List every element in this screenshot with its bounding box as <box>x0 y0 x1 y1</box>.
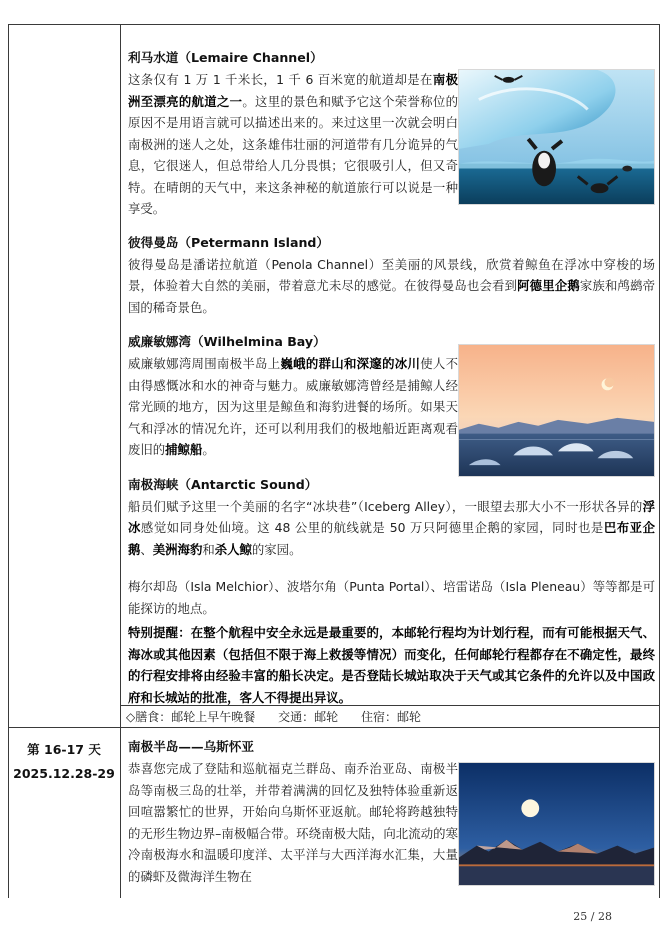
day-date: 2025.12.28-29 <box>13 766 115 781</box>
section-text-antarctic-sound: 船员们赋予这里一个美丽的名字“冰块巷”（Iceberg Alley），一眼望去那大小不一形状各异的浮冰感觉如同身处仙境。这 48 公里的航线就是 50 万只阿德里企鹅的家园，同时也是巴布亚企鹅、美洲海豹和杀人鲸的家园。 <box>128 498 655 557</box>
meals-info: ◇膳食：邮轮上早午晚餐 交通：邮轮 住宿：邮轮 <box>126 710 422 724</box>
table-border-right <box>659 24 660 898</box>
moon-mountains-dusk-photo <box>458 762 655 886</box>
page-number: 25 / 28 <box>573 910 612 923</box>
sunset-ice-bay-photo <box>458 344 655 477</box>
special-notice: 特别提醒：在整个航程中安全永远是最重要的，本邮轮行程均为计划行程，而有可能根据天气、海冰或其他因素（包括但不限于海上救援等情况）而变化，任何邮轮行程都存在不确定性，最终的行程安排将由经验丰富的船长决定。是否登陆长城站取决于天气或其它条件的允许以及中国政府和长城站的批准，客人不得提出异议。 <box>128 625 655 705</box>
table-border-top <box>8 24 660 25</box>
islands-text: 梅尔却岛（Isla Melchior）、波塔尔角（Punta Portal）、培雷诺岛（Isla Pleneau）等等都是可能探访的地点。 <box>128 579 655 616</box>
route-text: 恭喜您完成了登陆和巡航福克兰群岛、南乔治亚岛、南极半岛等南极三岛的壮举，并带着满满的回忆及独特体验重新返回喧嚣繁忙的世界，开始向乌斯怀亚返航。邮轮将跨越独特的无形生物边界–南极幅合带。环绕南极大陆，向北流动的寒冷南极海水和温暖印度洋、太平洋与大西洋海水汇集，大量的磷虾及微海洋生物在 <box>128 761 458 884</box>
penguins-iceberg-photo <box>458 69 655 205</box>
section-title-antarctic-sound: 南极海峡（Antarctic Sound） <box>128 476 318 492</box>
section-text-lemaire: 这条仅有 1 万 1 千米长，1 千 6 百米宽的航道却是在南极洲至漂亮的航道之一。这里的景色和赋予它这个荣誉称位的原因不是用语言就可以描述出来的。来过这里一次就会明白南极洲的迷人之处，这条雄伟壮丽的河道带有几分诡异的气息，它很迷人，但总带给人几分畏惧；它很吸引人，但又奇特。在晴朗的天气中，来这条神秘的航道旅行可以说是一种享受。 <box>128 72 459 216</box>
section-title-petermann: 彼得曼岛（Petermann Island） <box>128 234 330 250</box>
day-cell <box>8 738 120 786</box>
itinerary-table <box>8 24 660 898</box>
section-title-wilhelmina: 威廉敏娜湾（Wilhelmina Bay） <box>128 334 326 349</box>
section-text-wilhelmina: 威廉敏娜湾周围南极半岛上巍峨的群山和深邃的冰川使人不由得感慨冰和水的神奇与魅力。威廉敏娜湾曾经是捕鲸人经常光顾的地方，因为这里是鲸鱼和海豹进餐的场所。如果天气和浮冰的情况允许，还可以利用我们的极地船近距离观看废旧的捕鲸船。 <box>128 356 459 457</box>
section-text-petermann: 彼得曼岛是潘诺拉航道（Penola Channel）至美丽的风景线，欣赏着鲸鱼在浮冰中穿梭的场景，体验着大自然的美丽，带着意尤未尽的感觉。在彼得曼岛也会看到阿德里企鹅家族和鸬鹚帝国的稀奇景色。 <box>128 256 656 315</box>
table-column-divider <box>120 24 121 898</box>
route-title: 南极半岛——乌斯怀亚 <box>128 739 254 754</box>
section-title-lemaire: 利马水道（Lemaire Channel） <box>128 50 323 65</box>
row-divider <box>8 727 660 728</box>
diamond-bullet-icon: ◇ <box>126 710 136 724</box>
day-number: 第 16-17 天 <box>27 742 101 757</box>
